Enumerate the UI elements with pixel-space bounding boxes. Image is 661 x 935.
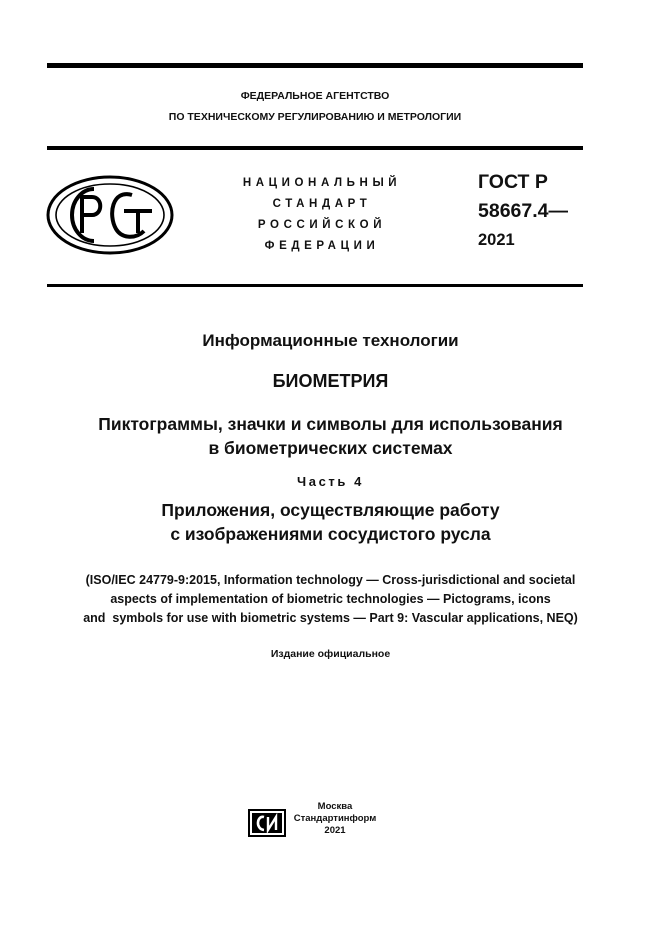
publisher-year: 2021 <box>324 825 346 836</box>
header-rule <box>47 146 583 150</box>
iso-reference-line-2: aspects of implementation of biometric technologies — Pictograms, icons <box>110 592 551 606</box>
standard-type <box>235 173 409 257</box>
standard-type-line-1: НАЦИОНАЛЬНЫЙ <box>242 177 402 189</box>
part-title-line-2: с изображениями сосудистого русла <box>170 524 491 544</box>
designation-line-2: 58667.4— <box>478 200 568 222</box>
subtitle-line-2: в биометрических системах <box>208 438 453 458</box>
edition-note: Издание официальное <box>270 648 391 660</box>
standard-type-line-3: РОССИЙСКОЙ <box>257 219 387 231</box>
standard-designation <box>478 168 568 255</box>
publisher-city: Москва <box>317 801 353 812</box>
iso-reference-line-3: and symbols for use with biometric systems — Part 9: Vascular applications, NEQ) <box>83 611 578 625</box>
part-title-line-1: Приложения, осуществляющие работу <box>161 500 500 520</box>
top-rule <box>47 63 583 68</box>
designation-line-1: ГОСТ Р <box>478 171 548 193</box>
title-rule <box>47 284 583 287</box>
standard-type-line-4: ФЕДЕРАЦИИ <box>264 240 380 252</box>
iso-reference-line-1: (ISO/IEC 24779-9:2015, Information technology — Cross-jurisdictional and societal <box>85 573 576 587</box>
standartinform-logo-icon <box>248 809 286 837</box>
part-number: Часть 4 <box>297 474 364 489</box>
part-title <box>20 498 641 546</box>
publisher-block <box>290 801 380 837</box>
publisher-name: Стандартинформ <box>293 813 377 824</box>
topic-title: Информационные технологии <box>202 331 459 350</box>
agency-line-1: ФЕДЕРАЛЬНОЕ АГЕНТСТВО <box>240 90 390 102</box>
standard-type-line-2: СТАНДАРТ <box>272 198 372 210</box>
designation-year: 2021 <box>478 231 515 249</box>
subtitle-line-1: Пиктограммы, значки и символы для использования <box>98 414 563 434</box>
subtitle <box>20 412 641 460</box>
gost-r-logo-icon <box>46 175 174 255</box>
subject-title: БИОМЕТРИЯ <box>272 371 389 391</box>
agency-line-2: ПО ТЕХНИЧЕСКОМУ РЕГУЛИРОВАНИЮ И МЕТРОЛОГИИ <box>168 111 462 123</box>
iso-reference <box>20 571 641 628</box>
